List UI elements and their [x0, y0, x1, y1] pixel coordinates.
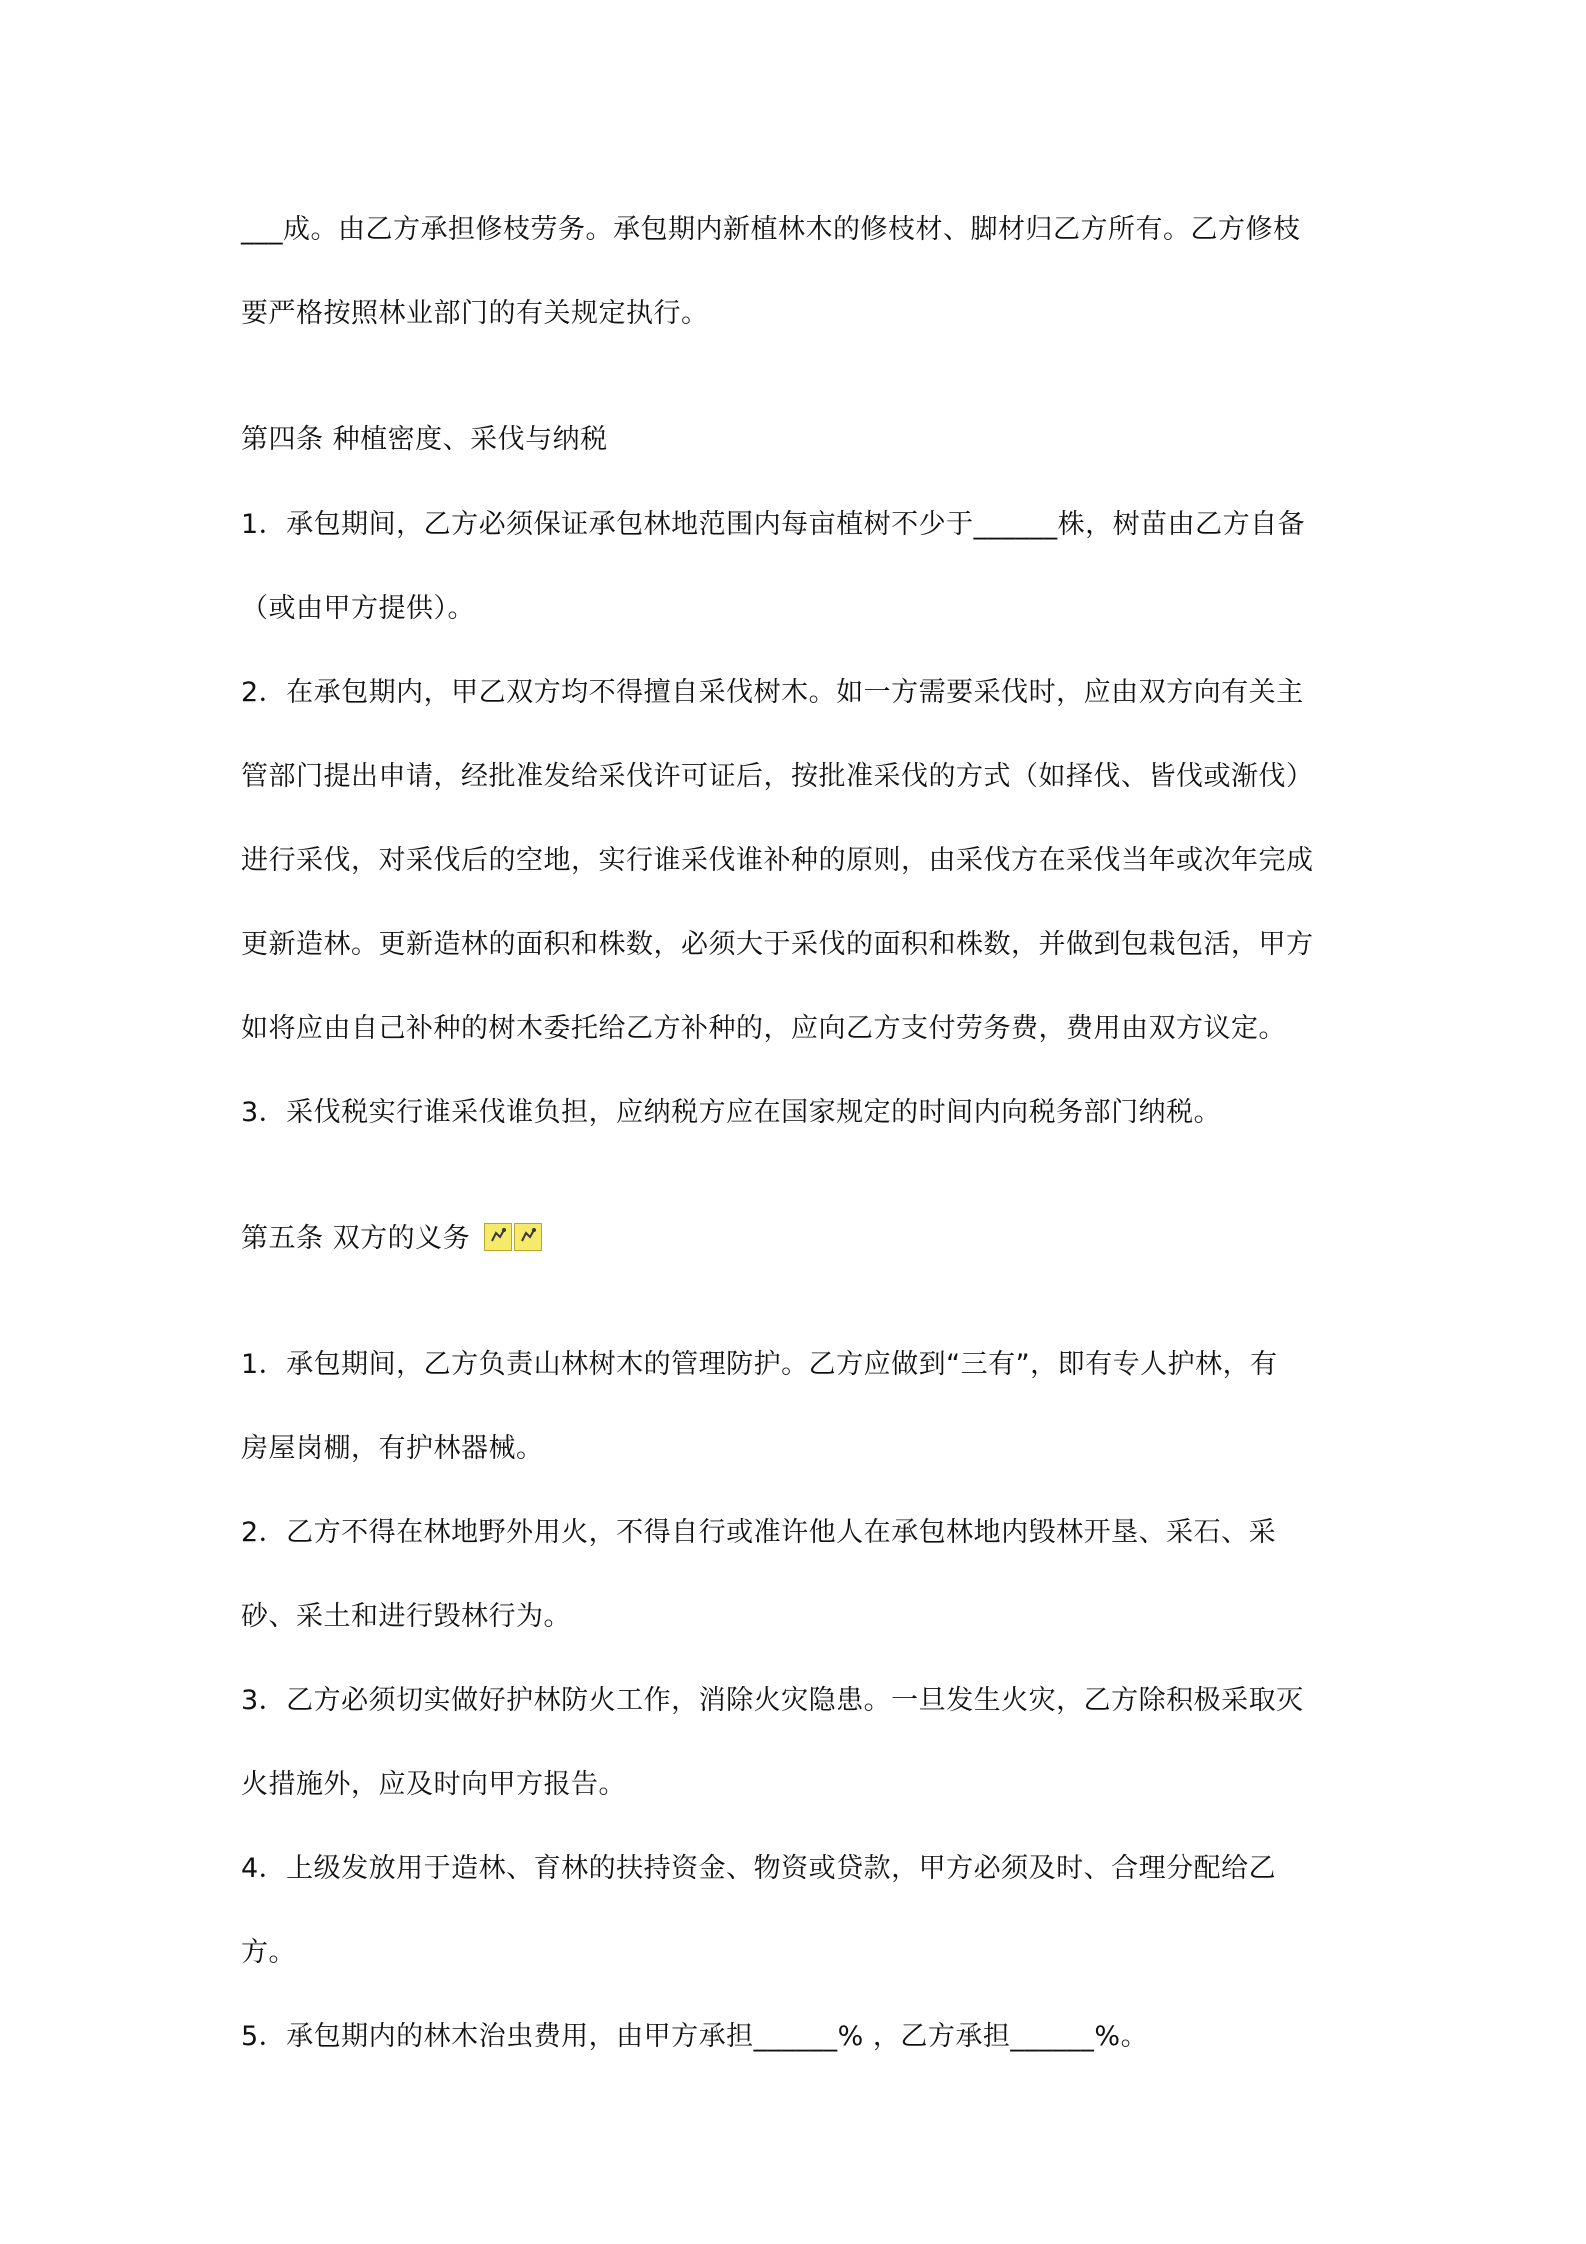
paragraph-line: 3．乙方必须切实做好护林防火工作，消除火灾隐患。一旦发生火灾，乙方除积极采取灭 — [241, 1685, 1304, 1716]
paragraph-line: ___成。由乙方承担修枝劳务。承包期内新植林木的修枝材、脚材归乙方所有。乙方修枝 — [241, 214, 1301, 245]
hyperlink-icon[interactable] — [484, 1223, 512, 1251]
hyperlink-icon[interactable] — [514, 1223, 542, 1251]
paragraph-line: 2．在承包期内，甲乙双方均不得擅自采伐树木。如一方需要采伐时，应由双方向有关主 — [241, 677, 1304, 708]
section-heading-article-4: 第四条 种植密度、采伐与纳税 — [241, 424, 608, 455]
paragraph-line: 1．承包期间，乙方负责山林树木的管理防护。乙方应做到“三有”，即有专人护林，有 — [241, 1349, 1278, 1380]
paragraph-line: 进行采伐，对采伐后的空地，实行谁采伐谁补种的原则，由采伐方在采伐当年或次年完成 — [241, 845, 1314, 876]
paragraph-line: 要严格按照林业部门的有关规定执行。 — [241, 298, 709, 329]
link-icons — [484, 1217, 544, 1257]
paragraph-line: 如将应由自己补种的树木委托给乙方补种的，应向乙方支付劳务费，费用由双方议定。 — [241, 1013, 1286, 1044]
paragraph-line: 火措施外，应及时向甲方报告。 — [241, 1769, 626, 1800]
paragraph-line: （或由甲方提供）。 — [241, 593, 475, 624]
paragraph-line: 更新造林。更新造林的面积和株数，必须大于采伐的面积和株数，并做到包栽包活，甲方 — [241, 929, 1314, 960]
paragraph-line: 房屋岗棚，有护林器械。 — [241, 1433, 544, 1464]
paragraph-line: 4．上级发放用于造林、育林的扶持资金、物资或贷款，甲方必须及时、合理分配给乙 — [241, 1853, 1277, 1884]
section-heading-text: 第五条 双方的义务 — [241, 1223, 471, 1254]
paragraph-line: 砂、采土和进行毁林行为。 — [241, 1601, 571, 1632]
paragraph-line: 5．承包期内的林木治虫费用，由甲方承担______% ，乙方承担______%。 — [241, 2021, 1149, 2052]
paragraph-line: 3．采伐税实行谁采伐谁负担，应纳税方应在国家规定的时间内向税务部门纳税。 — [241, 1097, 1222, 1128]
section-heading-article-5 — [241, 1219, 1351, 1259]
paragraph-line: 2．乙方不得在林地野外用火，不得自行或准许他人在承包林地内毁林开垦、采石、采 — [241, 1517, 1277, 1548]
paragraph-line: 管部门提出申请，经批准发给采伐许可证后，按批准采伐的方式（如择伐、皆伐或渐伐） — [241, 761, 1314, 792]
paragraph-line: 1．承包期间，乙方必须保证承包林地范围内每亩植树不少于______株，树苗由乙方自备 — [241, 509, 1306, 540]
paragraph-line: 方。 — [241, 1937, 296, 1968]
